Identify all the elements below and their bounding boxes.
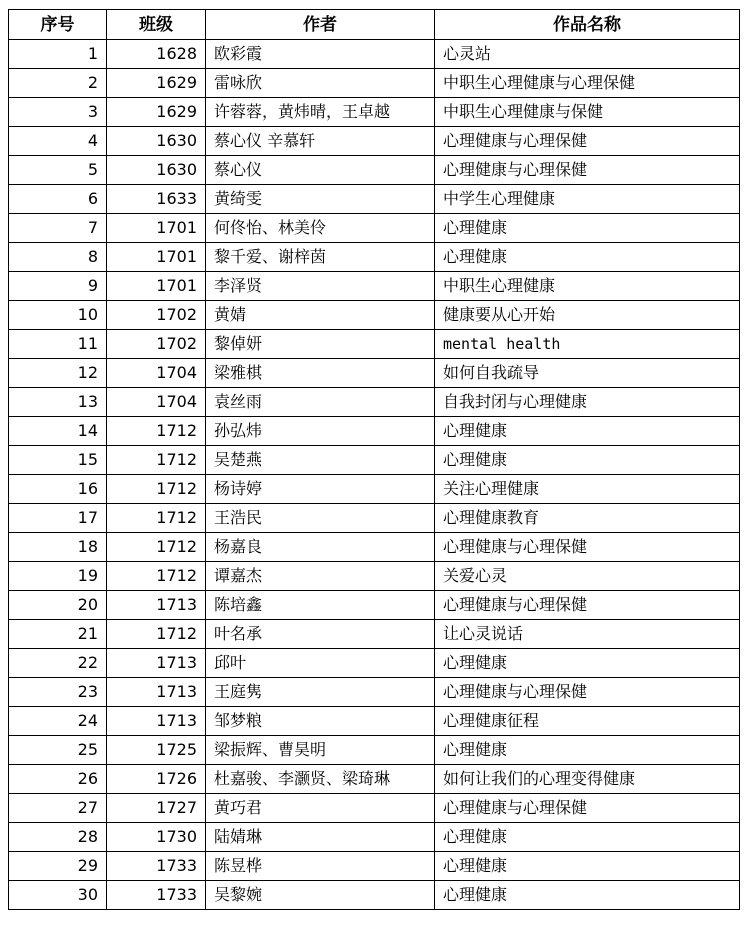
row-author: 陈培鑫 [206, 591, 435, 620]
table-row [9, 359, 740, 388]
row-work: 心理健康 [435, 852, 740, 881]
row-index: 16 [9, 475, 107, 504]
row-class: 1628 [107, 40, 206, 69]
table-row [9, 881, 740, 910]
row-work: 心理健康与心理保健 [435, 127, 740, 156]
row-work: 心理健康与心理保健 [435, 156, 740, 185]
row-class: 1712 [107, 446, 206, 475]
row-author: 杜嘉骏、李灏贤、梁琦琳 [206, 765, 435, 794]
header-work: 作品名称 [435, 10, 740, 40]
row-work: 心理健康 [435, 417, 740, 446]
row-work: 心理健康与心理保健 [435, 533, 740, 562]
row-index: 24 [9, 707, 107, 736]
row-author: 黎千爱、谢梓茵 [206, 243, 435, 272]
row-index: 11 [9, 330, 107, 359]
table-row [9, 301, 740, 330]
row-work: 心理健康征程 [435, 707, 740, 736]
row-index: 20 [9, 591, 107, 620]
row-class: 1733 [107, 881, 206, 910]
row-index: 19 [9, 562, 107, 591]
table-row [9, 475, 740, 504]
table-row [9, 649, 740, 678]
row-author: 梁雅棋 [206, 359, 435, 388]
row-author: 杨诗婷 [206, 475, 435, 504]
row-class: 1712 [107, 475, 206, 504]
row-work: 心理健康 [435, 823, 740, 852]
table-row [9, 243, 740, 272]
table-row [9, 765, 740, 794]
row-class: 1730 [107, 823, 206, 852]
header-row [9, 10, 740, 40]
row-author: 许蓉蓉，黄炜晴，王卓越 [206, 98, 435, 127]
row-index: 12 [9, 359, 107, 388]
row-work: 如何自我疏导 [435, 359, 740, 388]
row-index: 21 [9, 620, 107, 649]
row-work: 心理健康 [435, 649, 740, 678]
header-class: 班级 [107, 10, 206, 40]
row-work: 心理健康与心理保健 [435, 591, 740, 620]
row-work: 心理健康 [435, 881, 740, 910]
table-row [9, 620, 740, 649]
table-row [9, 98, 740, 127]
row-class: 1702 [107, 301, 206, 330]
row-index: 5 [9, 156, 107, 185]
row-index: 13 [9, 388, 107, 417]
row-index: 9 [9, 272, 107, 301]
table-row [9, 678, 740, 707]
table-row [9, 446, 740, 475]
row-index: 29 [9, 852, 107, 881]
row-class: 1712 [107, 562, 206, 591]
row-author: 邱叶 [206, 649, 435, 678]
row-class: 1712 [107, 504, 206, 533]
table-row [9, 417, 740, 446]
row-class: 1727 [107, 794, 206, 823]
row-work: 心理健康 [435, 243, 740, 272]
row-class: 1713 [107, 591, 206, 620]
row-author: 袁丝雨 [206, 388, 435, 417]
row-class: 1629 [107, 98, 206, 127]
works-table [8, 9, 740, 910]
table-row [9, 562, 740, 591]
table-row [9, 69, 740, 98]
table-row [9, 185, 740, 214]
row-author: 蔡心仪 [206, 156, 435, 185]
row-work: 中职生心理健康与心理保健 [435, 69, 740, 98]
row-work: 健康要从心开始 [435, 301, 740, 330]
row-class: 1704 [107, 388, 206, 417]
table-row [9, 156, 740, 185]
row-author: 欧彩霞 [206, 40, 435, 69]
table-row [9, 736, 740, 765]
row-class: 1701 [107, 243, 206, 272]
row-class: 1713 [107, 649, 206, 678]
row-class: 1701 [107, 272, 206, 301]
row-work: 中学生心理健康 [435, 185, 740, 214]
row-work: 中职生心理健康与保健 [435, 98, 740, 127]
row-work: 心理健康 [435, 446, 740, 475]
table-row [9, 504, 740, 533]
row-index: 27 [9, 794, 107, 823]
row-work: 关爱心灵 [435, 562, 740, 591]
header-author: 作者 [206, 10, 435, 40]
table-row [9, 794, 740, 823]
row-class: 1704 [107, 359, 206, 388]
table-row [9, 330, 740, 359]
row-index: 6 [9, 185, 107, 214]
row-author: 黄婧 [206, 301, 435, 330]
row-author: 何佟怡、林美伶 [206, 214, 435, 243]
row-author: 孙弘炜 [206, 417, 435, 446]
row-index: 7 [9, 214, 107, 243]
row-work: 自我封闭与心理健康 [435, 388, 740, 417]
row-author: 杨嘉良 [206, 533, 435, 562]
row-work: 关注心理健康 [435, 475, 740, 504]
row-index: 1 [9, 40, 107, 69]
row-class: 1712 [107, 620, 206, 649]
table-row [9, 591, 740, 620]
row-work: 心理健康与心理保健 [435, 794, 740, 823]
row-class: 1712 [107, 417, 206, 446]
row-author: 陆婧琳 [206, 823, 435, 852]
row-author: 黄巧君 [206, 794, 435, 823]
table-row [9, 127, 740, 156]
table-row [9, 852, 740, 881]
row-index: 3 [9, 98, 107, 127]
row-index: 10 [9, 301, 107, 330]
table-row [9, 272, 740, 301]
row-index: 22 [9, 649, 107, 678]
row-author: 王庭隽 [206, 678, 435, 707]
row-class: 1701 [107, 214, 206, 243]
row-work: 心理健康 [435, 736, 740, 765]
row-author: 王浩民 [206, 504, 435, 533]
row-class: 1702 [107, 330, 206, 359]
row-author: 吴楚燕 [206, 446, 435, 475]
row-author: 黎倬妍 [206, 330, 435, 359]
table-row [9, 214, 740, 243]
row-class: 1726 [107, 765, 206, 794]
table-row [9, 40, 740, 69]
row-author: 黄绮雯 [206, 185, 435, 214]
row-work: 心理健康教育 [435, 504, 740, 533]
row-author: 邹梦粮 [206, 707, 435, 736]
row-class: 1725 [107, 736, 206, 765]
row-index: 26 [9, 765, 107, 794]
row-author: 梁振辉、曹昊明 [206, 736, 435, 765]
table-body [9, 40, 740, 910]
row-index: 4 [9, 127, 107, 156]
row-author: 李泽贤 [206, 272, 435, 301]
table-row [9, 707, 740, 736]
row-class: 1713 [107, 707, 206, 736]
row-class: 1630 [107, 127, 206, 156]
row-class: 1733 [107, 852, 206, 881]
row-index: 25 [9, 736, 107, 765]
row-author: 叶名承 [206, 620, 435, 649]
row-author: 吴黎婉 [206, 881, 435, 910]
row-work: 中职生心理健康 [435, 272, 740, 301]
table-row [9, 823, 740, 852]
row-work: mental health [435, 330, 740, 359]
row-index: 30 [9, 881, 107, 910]
row-work: 让心灵说话 [435, 620, 740, 649]
row-class: 1712 [107, 533, 206, 562]
row-author: 雷咏欣 [206, 69, 435, 98]
row-author: 陈昱桦 [206, 852, 435, 881]
row-index: 15 [9, 446, 107, 475]
row-class: 1713 [107, 678, 206, 707]
table-row [9, 533, 740, 562]
header-index: 序号 [9, 10, 107, 40]
row-index: 18 [9, 533, 107, 562]
row-index: 23 [9, 678, 107, 707]
row-class: 1630 [107, 156, 206, 185]
row-index: 14 [9, 417, 107, 446]
row-author: 蔡心仪 辛慕轩 [206, 127, 435, 156]
row-class: 1629 [107, 69, 206, 98]
row-work: 如何让我们的心理变得健康 [435, 765, 740, 794]
table-row [9, 388, 740, 417]
row-index: 2 [9, 69, 107, 98]
row-work: 心灵站 [435, 40, 740, 69]
row-work: 心理健康 [435, 214, 740, 243]
row-index: 17 [9, 504, 107, 533]
row-index: 28 [9, 823, 107, 852]
row-index: 8 [9, 243, 107, 272]
row-author: 谭嘉杰 [206, 562, 435, 591]
row-class: 1633 [107, 185, 206, 214]
row-work: 心理健康与心理保健 [435, 678, 740, 707]
